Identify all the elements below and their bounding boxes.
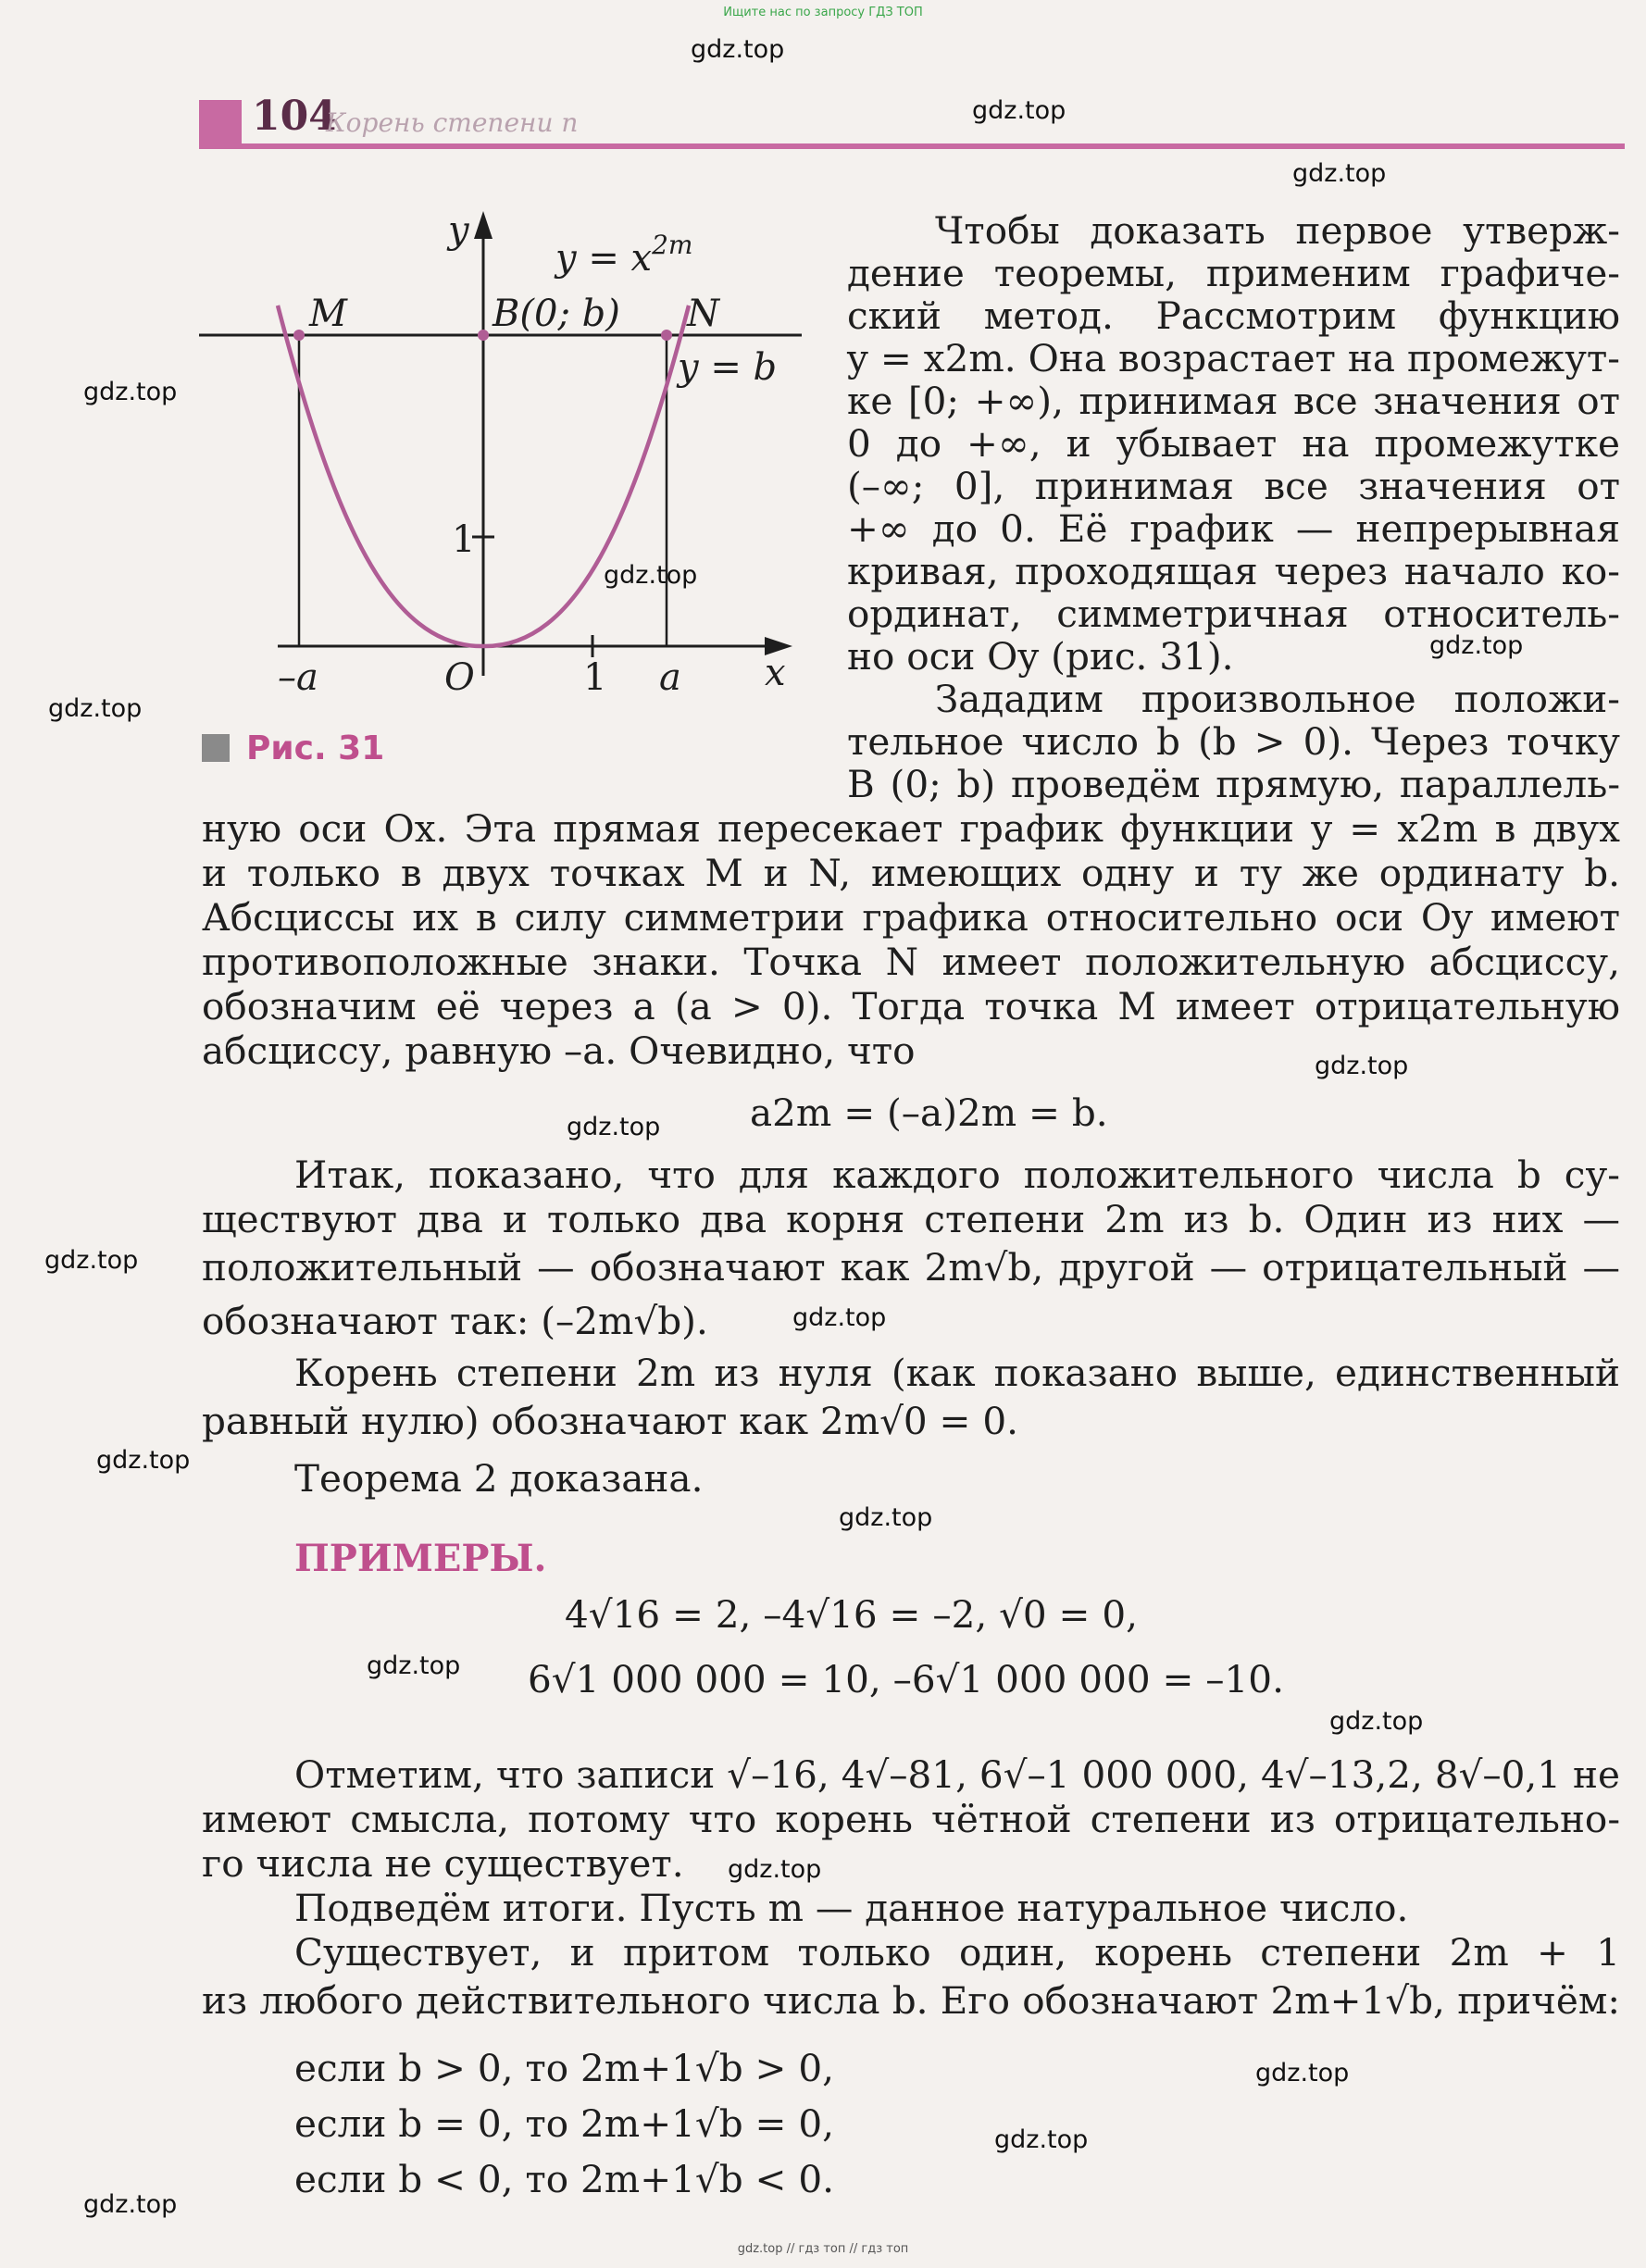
examples-title: ПРИМЕРЫ.: [294, 1537, 547, 1580]
equation-example-1: 4√16 = 2, –4√16 = –2, √0 = 0,: [565, 1592, 1139, 1637]
label-line: y = b: [678, 346, 778, 389]
equation-case-positive: если b > 0, то 2m+1√b > 0,: [294, 2046, 834, 2090]
text-line: (–∞; 0], принимая все значения от: [847, 464, 1620, 508]
watermark: gdz.top: [96, 1446, 191, 1475]
header-marker: [199, 100, 242, 144]
label-y-axis: y: [448, 209, 469, 252]
text-line: абсциссу, равную –a. Очевидно, что: [202, 1028, 916, 1073]
watermark: gdz.top: [839, 1503, 933, 1532]
watermark: gdz.top: [604, 561, 698, 590]
label-tick-y-1: 1: [452, 518, 476, 561]
label-x-axis: x: [765, 652, 786, 694]
running-title: Корень степени n: [326, 107, 579, 138]
text-line: Корень степени 2m из нуля (как показано выше, единственный: [294, 1351, 1620, 1395]
label-a: a: [659, 656, 681, 699]
label-origin: O: [444, 656, 475, 699]
text-line: Существует, и притом только один, корень степени 2m + 1: [294, 1930, 1620, 1975]
text-line: имеют смысла, потому что корень чётной степени из отрицательно-: [202, 1797, 1620, 1841]
top-note: Ищите нас по запросу ГДЗ ТОП: [723, 6, 923, 19]
watermark: gdz.top: [1255, 2059, 1350, 2087]
watermark: gdz.top: [691, 35, 785, 64]
label-minus-a: –a: [278, 656, 318, 699]
watermark: gdz.top: [48, 694, 143, 723]
text-line: Отметим, что записи √–16, 4√–81, 6√–1 000 000, 4√–13,2, 8√–0,1 не: [294, 1752, 1620, 1797]
watermark: gdz.top: [994, 2125, 1089, 2154]
text-line: B (0; b) проведём прямую, параллель-: [847, 762, 1620, 806]
text-line: но оси Oy (рис. 31).: [847, 634, 1234, 679]
text-line: ский метод. Рассмотрим функцию: [847, 293, 1620, 338]
watermark: gdz.top: [792, 1303, 887, 1332]
equation-symmetry: a2m = (–a)2m = b.: [750, 1090, 1108, 1135]
watermark: gdz.top: [567, 1113, 661, 1141]
y-axis-arrow: [474, 211, 493, 239]
text-line: ке [0; +∞), принимая все значения от: [847, 379, 1620, 423]
text-line: кривая, проходящая через начало ко-: [847, 549, 1620, 593]
text-line: Абсциссы их в силу симметрии графика относительно оси Oy имеют: [202, 895, 1620, 940]
label-tick-x-1: 1: [583, 656, 607, 699]
page-number: 104: [252, 93, 337, 140]
text-line: ную оси Ox. Эта прямая пересекает график функции y = x2m в двух: [202, 806, 1620, 851]
text-line: Чтобы доказать первое утверж-: [935, 208, 1620, 253]
text-line: положительный — обозначают как 2m√b, другой — отрицательный —: [202, 1245, 1620, 1290]
text-line: обозначают так: (–2m√b).: [202, 1299, 708, 1343]
text-line: ординат, симметричная относитель-: [847, 592, 1620, 636]
text-line: ществуют два и только два корня степени 2m из b. Один из них —: [202, 1197, 1620, 1241]
text-line: из любого действительного числа b. Его обозначают 2m+1√b, причём:: [202, 1978, 1620, 2023]
text-line: обозначим её через a (a > 0). Тогда точка M имеет отрицательную: [202, 984, 1620, 1028]
label-b-point: B(0; b): [493, 293, 620, 335]
text-line: противоположные знаки. Точка N имеет положительную абсциссу,: [202, 940, 1620, 984]
text-line: и только в двух точках M и N, имеющих одну и ту же ординату b.: [202, 851, 1620, 895]
watermark: gdz.top: [728, 1855, 822, 1884]
header-rule: [199, 143, 1625, 149]
equation-case-zero: если b = 0, то 2m+1√b = 0,: [294, 2101, 834, 2146]
figure-caption: Рис. 31: [202, 729, 384, 767]
watermark: gdz.top: [972, 96, 1066, 125]
label-n: N: [687, 293, 719, 335]
watermark: gdz.top: [367, 1651, 461, 1680]
equation-example-2: 6√1 000 000 = 10, –6√1 000 000 = –10.: [528, 1657, 1284, 1701]
figure-31-graph: [199, 204, 829, 704]
point-m: [293, 330, 305, 341]
text-line: го числа не существует.: [202, 1841, 684, 1886]
watermark: gdz.top: [1292, 159, 1387, 188]
watermark: gdz.top: [1429, 631, 1524, 660]
watermark: gdz.top: [1329, 1707, 1424, 1736]
equation-case-negative: если b < 0, то 2m+1√b < 0.: [294, 2157, 834, 2201]
bottom-note: gdz.top // гдз топ // гдз топ: [737, 2242, 909, 2256]
point-n: [661, 330, 672, 341]
text-line: Подведём итоги. Пусть m — данное натуральное число.: [294, 1886, 1409, 1930]
watermark: gdz.top: [83, 378, 178, 406]
text-line: Теорема 2 доказана.: [294, 1456, 704, 1501]
text-line: y = x2m. Она возрастает на промежут-: [847, 336, 1620, 380]
text-line: равный нулю) обозначают как 2m√0 = 0.: [202, 1399, 1019, 1443]
label-curve: $y = x^{2m}$: [555, 230, 693, 280]
text-line: дение теоремы, применим графиче-: [847, 251, 1620, 295]
watermark: gdz.top: [1315, 1052, 1409, 1080]
text-line: +∞ до 0. Её график — непрерывная: [847, 506, 1620, 551]
point-b: [478, 330, 489, 341]
text-line: тельное число b (b > 0). Через точку: [847, 719, 1620, 764]
text-line: 0 до +∞, и убывает на промежутке: [847, 421, 1620, 466]
watermark: gdz.top: [44, 1246, 139, 1275]
text-line: Итак, показано, что для каждого положительного числа b су-: [294, 1153, 1620, 1197]
label-m: M: [309, 293, 347, 335]
watermark: gdz.top: [83, 2190, 178, 2219]
text-line: Зададим произвольное положи-: [935, 677, 1620, 721]
